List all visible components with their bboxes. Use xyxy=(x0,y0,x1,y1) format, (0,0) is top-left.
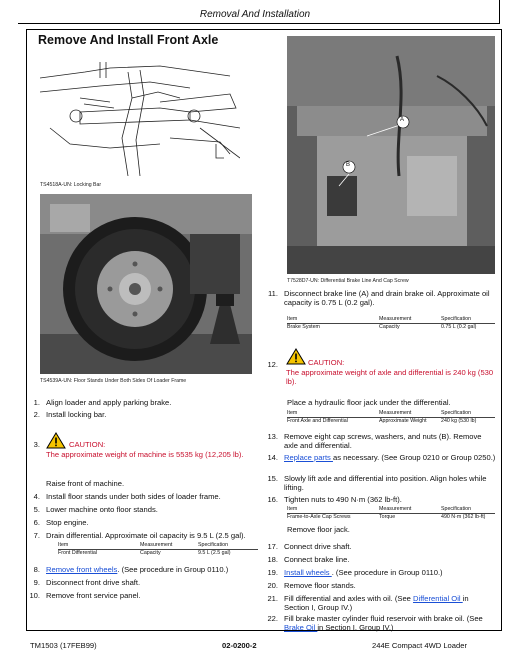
brake-spec-table: Item Measurement Specification Brake System Capacity 0.75 L (0.2 gal) xyxy=(287,316,495,330)
brake-oil-link[interactable]: Brake Oil xyxy=(284,623,318,633)
install-wheels-link[interactable]: Install wheels xyxy=(284,568,332,577)
caution-label: CAUTION: xyxy=(308,358,345,367)
differential-oil-link[interactable]: Differential Oil xyxy=(413,594,463,603)
weight-spec-table: Item Measurement Specification Front Axle and Differential Approximate Weight 240 kg (530 lb) xyxy=(287,410,495,424)
torque-spec-table: Item Measurement Specification Frame-to-Axle Cap Screws Torque 490 N·m (362 lb-ft) xyxy=(287,506,495,520)
header-title: Removal And Installation xyxy=(199,9,311,20)
locking-bar-drawing xyxy=(40,58,240,178)
jack-note: Place a hydraulic floor jack under the differential. xyxy=(287,398,451,407)
footer-model: 244E Compact 4WD Loader xyxy=(372,641,467,650)
step-12-caution: 12. CAUTION: The approximate weight of axle and differential is 240 kg (530 lb). xyxy=(262,348,496,390)
raise-note: Raise front of machine. xyxy=(46,479,125,488)
footer-page-number: 02-0200-2 xyxy=(222,641,257,650)
callout-b: B xyxy=(346,162,351,168)
floor-stands-photo xyxy=(40,194,252,374)
caution-label: CAUTION: xyxy=(69,440,106,449)
caution-text: The approximate weight of axle and differential is 240 kg (530 lb). xyxy=(286,368,494,387)
remove-jack-note: Remove floor jack. xyxy=(287,525,350,534)
section-title: Remove And Install Front Axle xyxy=(38,33,219,47)
brake-line-image xyxy=(287,36,495,274)
caution-icon xyxy=(286,348,306,365)
figure-1-caption: TS4518A-UN: Locking Bar xyxy=(40,182,102,188)
remove-front-wheels-link[interactable]: Remove front wheels xyxy=(46,565,118,574)
locking-bar-figure xyxy=(40,58,240,178)
floor-stands-image xyxy=(40,194,252,374)
header-side-rule xyxy=(499,0,500,24)
step-3-caution: 3. CAUTION: The approximate weight of machine is 5535 kg (12,205 lb). xyxy=(24,432,260,472)
drain-spec-table: Item Measurement Specification Front Differential Capacity 9.5 L (2.5 gal) xyxy=(58,542,258,556)
figure-2-caption: TS4539A-UN: Floor Stands Under Both Sides Of Loader Frame xyxy=(40,378,187,384)
figure-3-caption: T7528D7-UN: Differential Brake Line And Cap Screw xyxy=(287,278,409,284)
caution-text: The approximate weight of machine is 5535 kg (12,205 lb). xyxy=(46,450,244,459)
replace-parts-link[interactable]: Replace parts xyxy=(284,453,333,462)
callout-a: A xyxy=(400,117,405,123)
step-11: 11. Disconnect brake line (A) and drain brake oil. Approximate oil capacity is 0.75 L (0.2 gal). xyxy=(268,289,490,308)
header-rule xyxy=(18,23,500,24)
page-header xyxy=(0,0,510,24)
caution-icon xyxy=(46,432,66,449)
footer-doc-id: TM1503 (17FEB99) xyxy=(30,641,97,650)
brake-line-photo xyxy=(287,36,495,274)
